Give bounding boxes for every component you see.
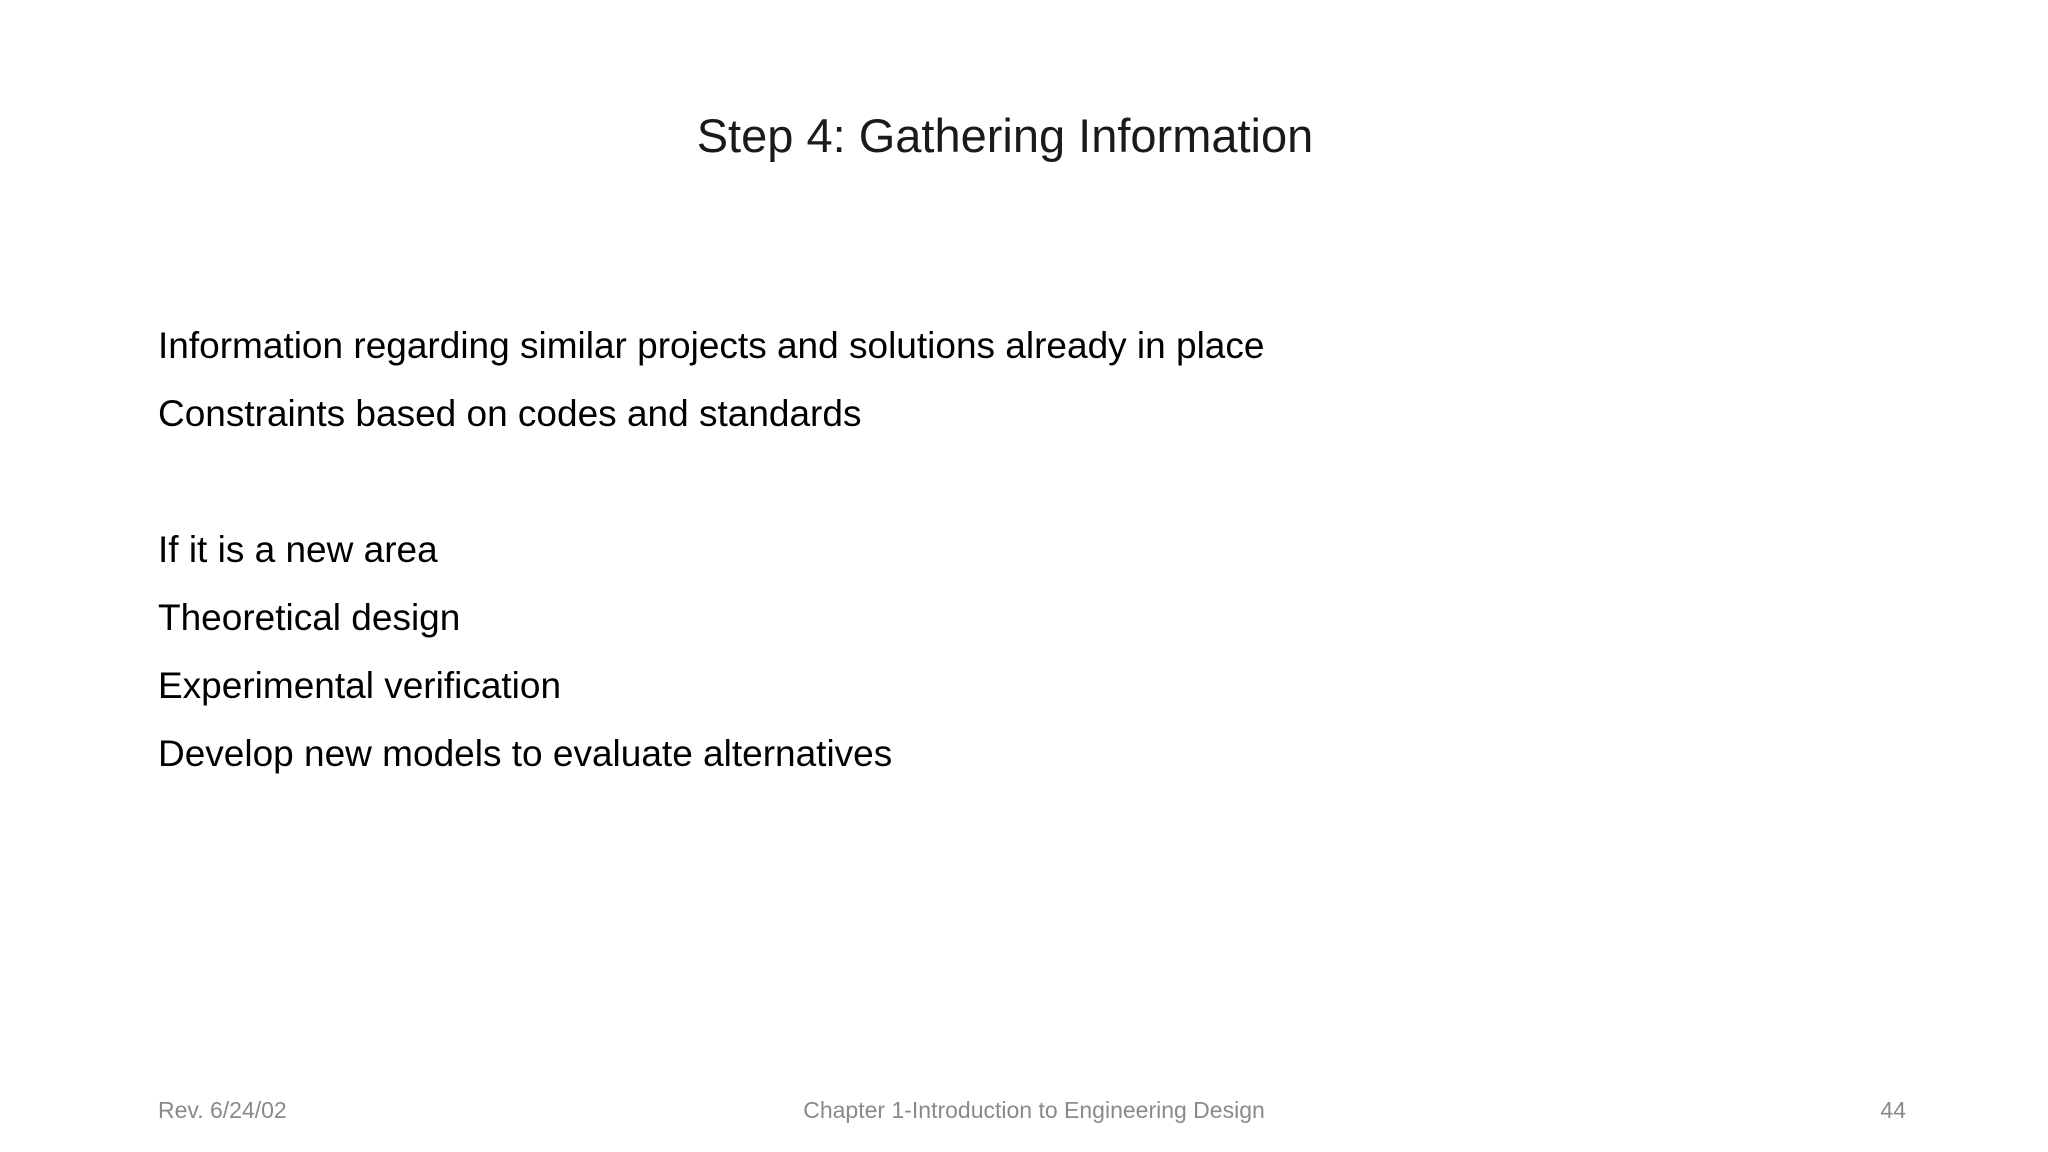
footer-page-number: 44 bbox=[1880, 1097, 1906, 1123]
footer-revision: Rev. 6/24/02 bbox=[158, 1097, 287, 1123]
body-line: If it is a new area bbox=[158, 529, 438, 570]
slide-body bbox=[158, 312, 1858, 788]
body-line: Constraints based on codes and standards bbox=[158, 393, 862, 434]
body-line: Experimental verification bbox=[158, 665, 562, 706]
slide-title: Step 4: Gathering Information bbox=[696, 109, 1314, 162]
body-line: Develop new models to evaluate alternatives bbox=[158, 733, 893, 774]
footer-chapter: Chapter 1-Introduction to Engineering Design bbox=[803, 1097, 1265, 1123]
body-line: Information regarding similar projects and solutions already in place bbox=[158, 325, 1265, 366]
body-line: Theoretical design bbox=[158, 597, 461, 638]
body-spacer bbox=[158, 448, 1858, 516]
